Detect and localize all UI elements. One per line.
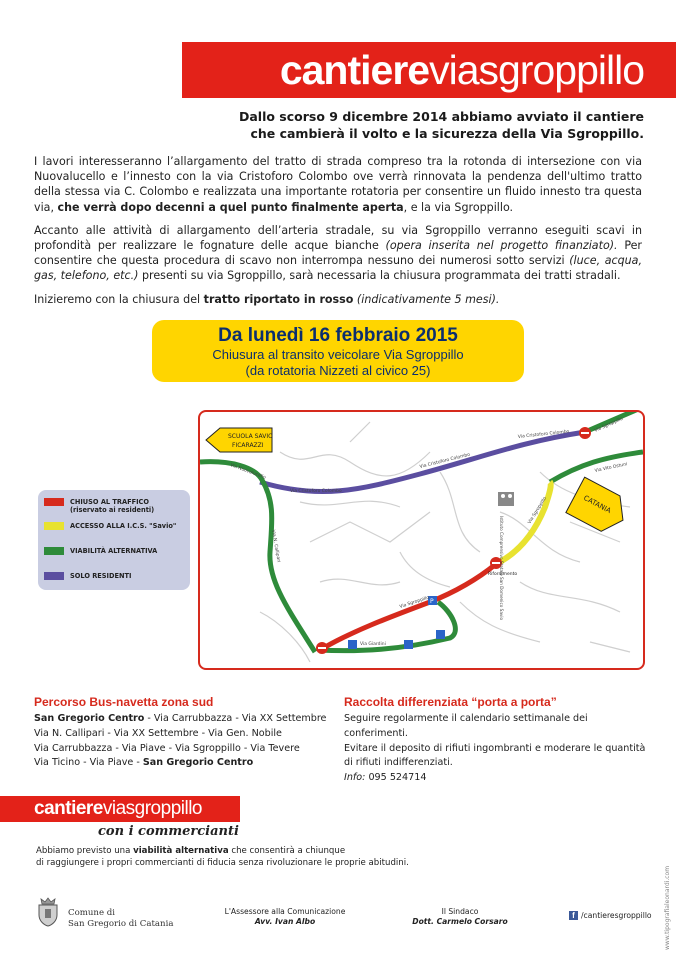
brand-light: viasgroppillo: [429, 46, 644, 93]
comune-line-1: Comune di: [68, 908, 116, 918]
road-colombo-top: Via Cristoforo Colombo: [517, 429, 570, 440]
map-svg: [200, 412, 643, 668]
waste-line-2: Evitare il deposito di rifiuti ingombranti e moderare le quantità: [344, 742, 646, 754]
legend-item: [44, 522, 176, 530]
p3b: tratto riportato in rosso: [203, 292, 354, 306]
p2b: (opera inserita nel progetto finanziato).: [385, 239, 618, 253]
road-sgroppillo: Via Sgroppillo: [399, 595, 430, 610]
no-entry-sign-3: [316, 642, 328, 654]
p2d: (luce, acqua, gas, telefono, etc.): [34, 254, 643, 283]
intro-line-2: che cambierà il volto e la sicurezza della Via Sgroppillo.: [250, 126, 644, 141]
p3a: Inizieremo con la chiusura del: [34, 292, 201, 306]
legend-item: [44, 547, 157, 555]
notice-line-1: Chiusura al transito veicolare Via Sgroppillo: [212, 347, 464, 362]
footer-brand-bold: cantiere: [34, 798, 103, 819]
p2e: presenti su via Sgroppillo, sarà necessaria la chiusura programmata dei tratti stradali.: [141, 269, 621, 283]
legend-swatch-purple: [44, 572, 64, 580]
comune: [68, 908, 173, 929]
paragraph-1: [34, 154, 642, 215]
bus-line-1: [34, 712, 334, 727]
parking-label: P: [430, 598, 434, 605]
waste-title: Raccolta differenziata “porta a porta”: [344, 695, 557, 709]
comm-t4: di raggiungere i propri commercianti di fiducia senza rivoluzionare le proprie abitudini.: [36, 858, 409, 868]
bus-line-3: Via Carrubbazza - Via Piave - Via Sgroppillo - Via Tevere: [34, 742, 300, 754]
comm-t3: che consentirà a chiunque: [231, 846, 346, 856]
notice-line-2: (da rotatoria Nizzeti al civico 25): [245, 363, 431, 378]
header-banner: [182, 42, 676, 98]
school-label: Istituto Comprensivo Statale San Domenico Savio: [499, 516, 504, 621]
road-ostuni: Via Vito Ostuni: [594, 462, 628, 474]
coat-of-arms-icon: [36, 897, 60, 927]
intro: [224, 108, 644, 142]
info-label: Info:: [344, 772, 366, 784]
road-sgroppillo-top: Via Sgroppillo: [593, 416, 625, 434]
closure-notice: [152, 320, 524, 382]
road-map: [198, 410, 645, 670]
legend-label: VIABILITÀ ALTERNATIVA: [70, 547, 158, 555]
p1b: che verrà dopo decenni a quel punto finalmente aperta: [57, 200, 404, 214]
waste-section: [344, 695, 654, 786]
tagline: con i commercianti: [98, 824, 239, 839]
alt-route-bottom: [318, 602, 455, 651]
legend-swatch-green: [44, 547, 64, 555]
paragraph-3: [34, 292, 642, 307]
body-text: [34, 154, 642, 315]
sindaco-name: Dott. Carmelo Corsaro: [412, 917, 508, 926]
legend-label: ACCESSO ALLA I.C.S. "Savio": [70, 522, 177, 530]
road-nuovalucello: Via Nuovalucello: [229, 463, 267, 481]
bus-section: [34, 695, 334, 771]
facebook-handle: /cantieresgroppillo: [581, 911, 652, 920]
facebook-link[interactable]: [569, 911, 652, 920]
legend-item: [44, 572, 131, 580]
intro-line-1: Dallo scorso 9 dicembre 2014 abbiamo avviato il cantiere: [238, 109, 644, 124]
p2c: Per consentire che questa procedura di scavo non interrompa nessuno dei numerosi sotto servizi: [34, 239, 642, 268]
assessore: [210, 907, 360, 927]
road-callipari: Via N. Callipari: [270, 529, 281, 563]
rifornimento-label: Rifornimento: [488, 572, 518, 577]
p3c: (indicativamente 5 mesi).: [356, 292, 500, 306]
legend-sub: (riservato ai residenti): [70, 506, 155, 514]
bus-l4a: Via Ticino - Via Piave -: [34, 757, 143, 769]
bus-title: Percorso Bus-navetta zona sud: [34, 695, 214, 709]
facebook-icon: f: [569, 911, 578, 920]
legend-label: SOLO RESIDENTI: [70, 572, 132, 580]
legend-item: [44, 498, 154, 514]
sindaco-role: Il Sindaco: [441, 907, 479, 916]
comune-line-2: San Gregorio di Catania: [68, 918, 174, 929]
sindaco: [390, 907, 530, 927]
bus-l4b: San Gregorio Centro: [142, 757, 254, 769]
road-sgroppillo-2: Via Sgroppillo: [527, 496, 549, 526]
info-value: 095 524714: [368, 772, 427, 784]
sign-school-1: SCUOLA SAVIO: [228, 433, 273, 440]
legend-swatch-yellow: [44, 522, 64, 530]
road-colombo-mid: Via Cristoforo Colombo: [419, 452, 471, 470]
vertical-credit: www.tipografialeonardi.com: [664, 865, 671, 950]
sign-catania: CATANIA: [582, 494, 613, 516]
road-colombo-left: Via Cristoforo Colombo: [290, 489, 342, 494]
road-giardini: Via Giardini: [360, 642, 386, 647]
sign-school-2: FICARAZZI: [232, 442, 264, 449]
comm-t2: viabilità alternativa: [133, 846, 229, 856]
bus-l1a: San Gregorio Centro: [34, 713, 145, 724]
waste-line-1: Seguire regolarmente il calendario settimanale dei conferimenti.: [344, 713, 588, 739]
bus-line-4: [34, 756, 334, 771]
comm-t1: Abbiamo previsto una: [36, 846, 131, 856]
p1a: I lavori interesseranno l’allargamento del tratto di strada compreso tra la rotonda di intersezione con via Nuovalucello e l’innesto con la via Cristoforo Colombo ove verrà rinnovata la pendenza dell'ultimo tratto della stessa via C. Colombo e realizzata una importante rotatoria per consentire un fluido innesto tra questa via,: [34, 155, 642, 214]
brand-bold: cantiere: [279, 46, 430, 93]
alt-route-right: [550, 452, 643, 482]
p2a: Accanto alle attività di allargamento dell’arteria stradale, su via Sgroppillo verranno eseguiti scavi in profondità per realizzare le fognature delle acque bianche: [34, 223, 642, 253]
notice-title: Da lunedì 16 febbraio 2015: [218, 325, 458, 346]
assessore-role: L'Assessore alla Comunicazione: [224, 907, 346, 916]
bus-l1b: - Via Carrubbazza - Via XX Settembre: [144, 713, 327, 724]
school-icon: [498, 492, 514, 506]
waste-info: [344, 771, 654, 786]
footer-banner: [0, 796, 240, 822]
assessore-name: Avv. Ivan Albo: [254, 917, 316, 926]
paragraph-2: [34, 223, 642, 284]
footer-brand-light: viasgroppillo: [102, 798, 202, 819]
waste-line-3: di rifiuti indifferenziati.: [344, 757, 453, 769]
p1c: , e la via Sgroppillo.: [403, 200, 514, 214]
commercianti-text: [36, 845, 476, 869]
legend-swatch-red: [44, 498, 64, 506]
residents-route: [260, 432, 585, 492]
bus-line-2: Via N. Callipari - Via XX Settembre - Via Gen. Nobile: [34, 727, 282, 739]
legend-label: CHIUSO AL TRAFFICO: [70, 498, 149, 506]
map-legend: [38, 490, 190, 590]
no-entry-sign-1: [579, 427, 591, 439]
